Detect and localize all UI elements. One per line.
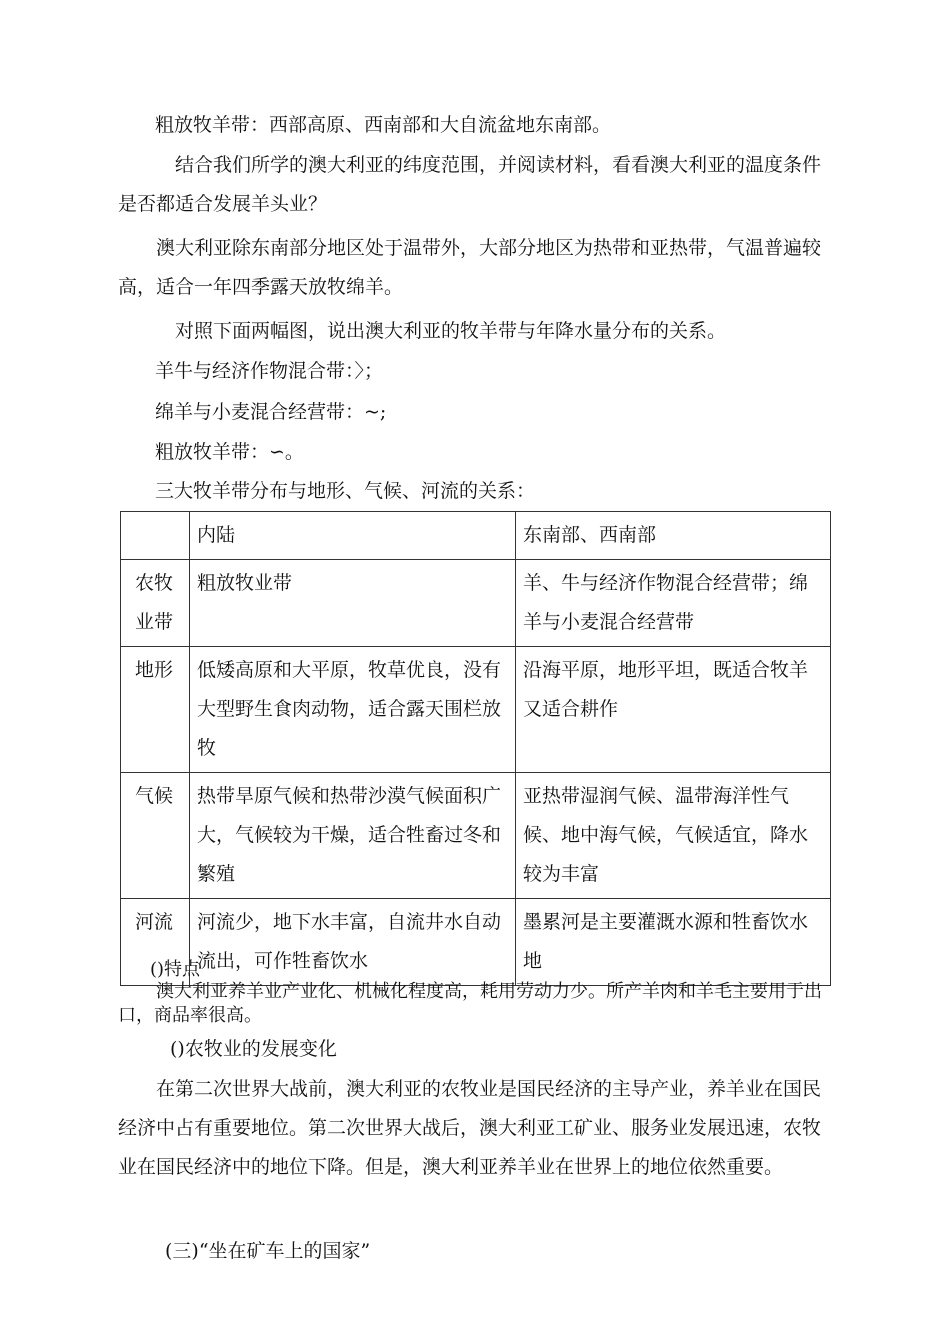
paragraph-8: 三大牧羊带分布与地形、气候、河流的关系： [155,480,536,502]
table-row-label: 农牧业带 [121,560,190,647]
paragraph-5: 羊牛与经济作物混合带：〉； [155,360,384,382]
relationship-table [120,511,831,986]
table-cell: 羊、牛与经济作物混合经营带；绵羊与小麦混合经营带 [516,560,831,647]
paragraph-9: 澳大利亚养羊业产业化、机械化程度高，耗用劳动力少。所产羊肉和羊毛主要用于出口，商品率很高。 [118,981,822,1026]
table-row-label: 河流 [121,899,190,986]
table-cell: 亚热带湿润气候、温带海洋性气候、地中海气候，气候适宜，降水较为丰富 [516,773,831,899]
table-cell: 低矮高原和大平原，牧草优良，没有大型野生食肉动物，适合露天围栏放牧 [190,647,516,773]
table-row-label: 气候 [121,773,190,899]
table-cell: 热带旱原气候和热带沙漠气候面积广大，气候较为干燥，适合牲畜过冬和繁殖 [190,773,516,899]
paragraph-3: 澳大利亚除东南部分地区处于温带外，大部分地区为热带和亚热带，气温普遍较高，适合一年四季露天放牧绵羊。 [118,237,822,298]
paragraph-10: 在第二次世界大战前，澳大利亚的农牧业是国民经济的主导产业，养羊业在国民经济中占有重要地位。第二次世界大战后，澳大利亚工矿业、服务业发展迅速，农牧业在国民经济中的地位下降。但是，澳大利亚养羊业在世界上的地位依然重要。 [118,1078,822,1178]
table-header-row [121,512,831,560]
table-cell: 粗放牧业带 [190,560,516,647]
table-row [121,773,831,899]
section-heading-mining: (三)“坐在矿车上的国家” [165,1240,371,1262]
table-row [121,647,831,773]
table-cell: 沿海平原，地形平坦，既适合牧羊又适合耕作 [516,647,831,773]
table-row [121,560,831,647]
paragraph-4: 对照下面两幅图，说出澳大利亚的牧羊带与年降水量分布的关系。 [175,320,727,342]
paragraph-7: 粗放牧羊带：∽。 [155,441,304,463]
section-heading-development: ()农牧业的发展变化 [170,1038,337,1060]
table-row [121,899,831,986]
paragraph-1: 粗放牧羊带：西部高原、西南部和大自流盆地东南部。 [155,114,612,136]
section-heading-features: ()特点 [150,959,201,980]
table-cell: 河流少，地下水丰富，自流井水自动流出，可作牲畜饮水 [190,899,516,986]
table-header-coastal: 东南部、西南部 [516,512,831,560]
paragraph-6: 绵羊与小麦混合经营带：~; [155,401,387,423]
paragraph-2: 结合我们所学的澳大利亚的纬度范围，并阅读材料，看看澳大利亚的温度条件是否都适合发展羊头业？ [118,154,822,215]
table-cell [121,512,190,560]
table-row-label: 地形 [121,647,190,773]
table-cell: 墨累河是主要灌溉水源和牲畜饮水地 [516,899,831,986]
table-header-inland: 内陆 [190,512,516,560]
